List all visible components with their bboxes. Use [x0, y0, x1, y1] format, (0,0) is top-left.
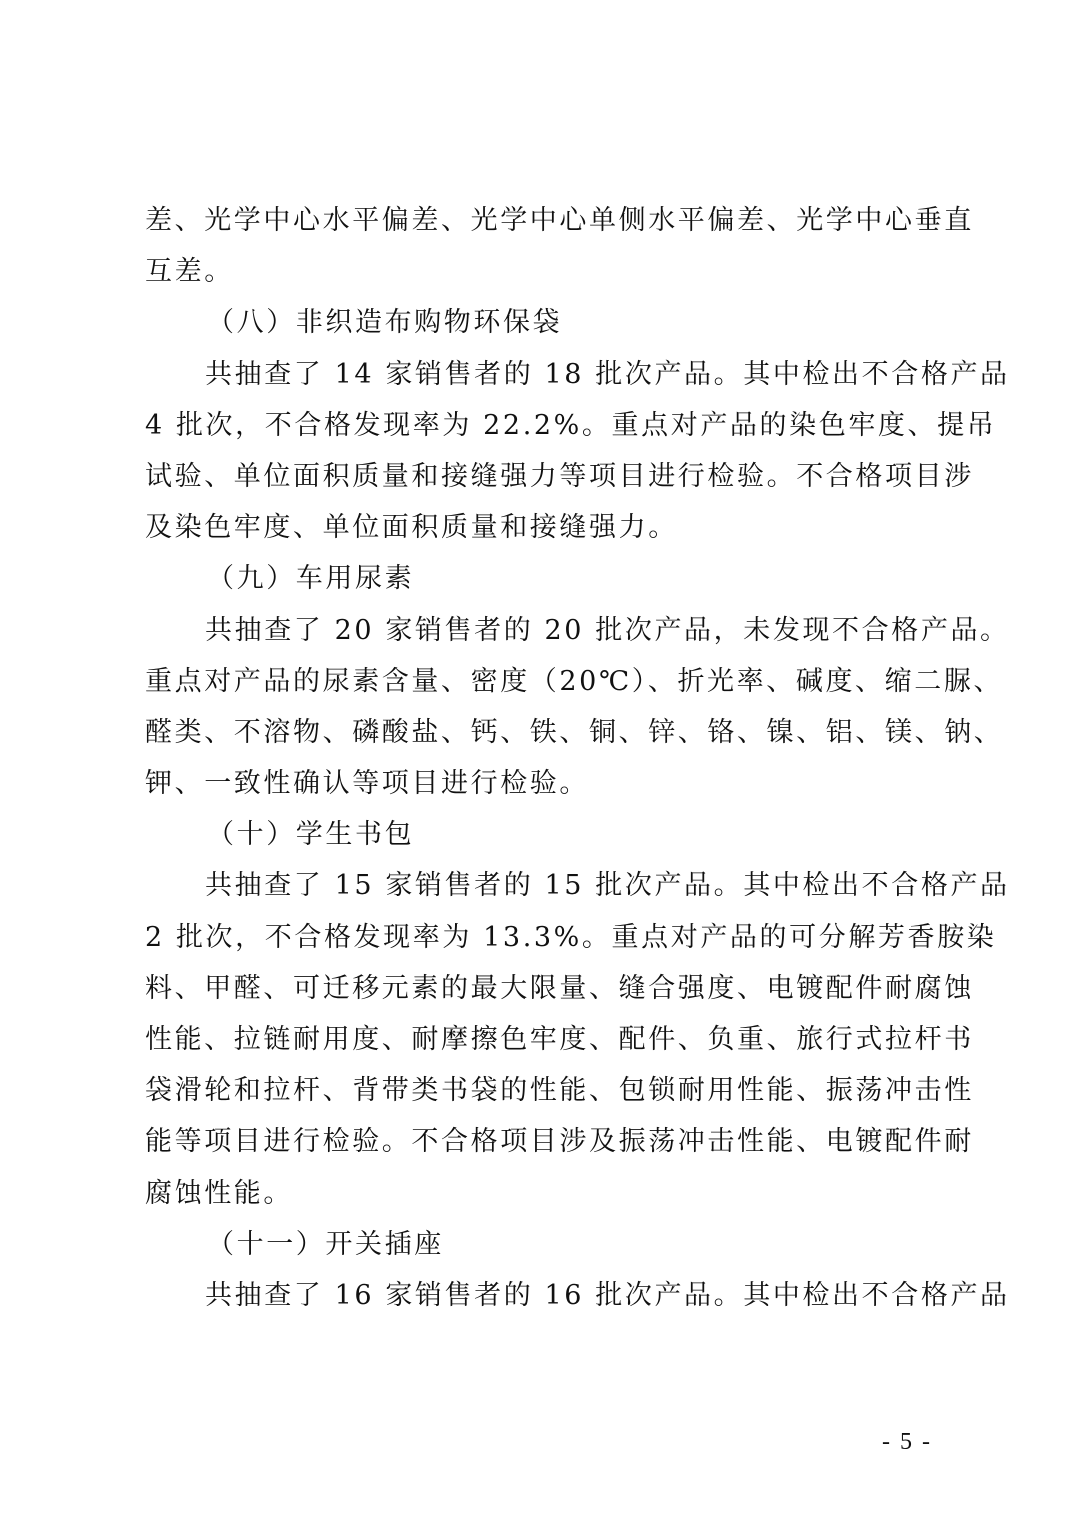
paragraph-line: 性能、拉链耐用度、耐摩擦色牢度、配件、负重、旅行式拉杆书 — [145, 1024, 974, 1055]
section-heading-9: （九）车用尿素 — [207, 563, 415, 595]
paragraph-line: 互差。 — [145, 256, 234, 288]
paragraph-line: 共抽查了 20 家销售者的 20 批次产品，未发现不合格产品。 — [205, 614, 1010, 646]
section-heading-11: （十一）开关插座 — [207, 1228, 444, 1260]
section-heading-10: （十）学生书包 — [207, 819, 415, 851]
paragraph-line: 醛类、不溶物、磷酸盐、钙、铁、铜、锌、铬、镍、铝、镁、钠、 — [145, 716, 1004, 748]
section-heading-8: （八）非织造布购物环保袋 — [207, 307, 563, 339]
page-number: - 5 - — [882, 1429, 932, 1455]
paragraph-line: 差、光学中心水平偏差、光学中心单侧水平偏差、光学中心垂直 — [145, 205, 974, 236]
paragraph-line: 钾、一致性确认等项目进行检验。 — [145, 768, 589, 800]
paragraph-line: 袋滑轮和拉杆、背带类书袋的性能、包锁耐用性能、振荡冲击性 — [145, 1075, 974, 1107]
paragraph-line: 共抽查了 14 家销售者的 18 批次产品。其中检出不合格产品 — [205, 358, 1010, 390]
paragraph-line: 共抽查了 15 家销售者的 15 批次产品。其中检出不合格产品 — [205, 870, 1010, 902]
paragraph-line: 料、甲醛、可迁移元素的最大限量、缝合强度、电镀配件耐腐蚀 — [145, 972, 974, 1004]
paragraph-line: 2 批次，不合格发现率为 13.3%。重点对产品的可分解芳香胺染 — [145, 921, 997, 953]
paragraph-line: 4 批次，不合格发现率为 22.2%。重点对产品的染色牢度、提吊 — [145, 409, 997, 441]
paragraph-line: 重点对产品的尿素含量、密度（20℃）、折光率、碱度、缩二脲、 — [145, 665, 1004, 697]
paragraph-line: 试验、单位面积质量和接缝强力等项目进行检验。不合格项目涉 — [145, 460, 974, 492]
paragraph-line: 共抽查了 16 家销售者的 16 批次产品。其中检出不合格产品 — [205, 1279, 1010, 1311]
paragraph-line: 及染色牢度、单位面积质量和接缝强力。 — [145, 512, 678, 544]
paragraph-line: 能等项目进行检验。不合格项目涉及振荡冲击性能、电镀配件耐 — [145, 1126, 974, 1158]
document-body — [145, 195, 1010, 1321]
paragraph-line: 腐蚀性能。 — [145, 1177, 293, 1209]
